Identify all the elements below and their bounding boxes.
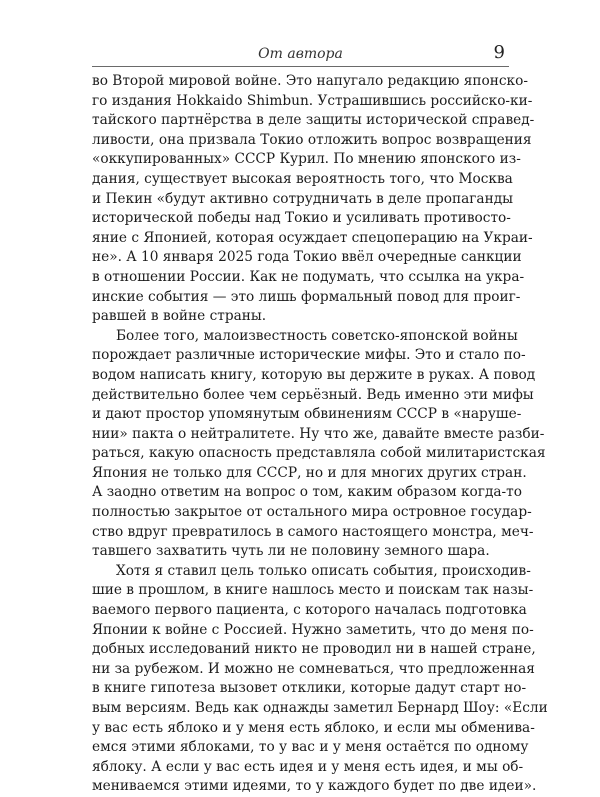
paragraph-start-line: Более того, малоизвестность советско-японской войны: [116, 327, 518, 344]
text-line: в отношении России. Как не подумать, что ссылка на укра-: [92, 268, 525, 285]
text-line: полностью закрытое от остального мира островное государ-: [92, 504, 532, 521]
text-line: емся этими яблоками, то у вас и у меня остаётся по одному: [92, 739, 529, 756]
text-line: ство вдруг превратилось в самого настоящего монстра, меч-: [92, 523, 534, 540]
text-line: яблоку. А если у вас есть идея и у меня есть идея, и мы об-: [92, 758, 524, 775]
text-line: го издания Hokkaido Shimbun. Устрашившись российско-ки-: [92, 92, 533, 109]
text-line: во Второй мировой войне. Это напугало редакцию японско-: [92, 73, 528, 89]
paragraph-start-line: Хотя я ставил цель только описать события, происходив-: [116, 562, 531, 579]
text-line: нии» пакта о нейтралитете. Ну что же, давайте вместе разби-: [92, 425, 545, 442]
text-line: мениваемся этими идеями, то у каждого будет по две идеи».: [92, 778, 537, 795]
text-line: ваемого первого пациента, с которого началась подготовка: [92, 602, 527, 619]
text-line: в книге гипотеза вызовет отклики, которые дадут старт но-: [92, 680, 527, 697]
paragraph-end-line: равшей в войне страны.: [92, 308, 267, 325]
text-line: добных исследований никто не проводил ни в нашей стране,: [92, 641, 536, 658]
text-line: действительно более чем серьёзный. Ведь именно эти мифы: [92, 386, 534, 403]
text-line: дания, существует высокая вероятность того, что Москва: [92, 170, 513, 187]
text-line: вым версиям. Ведь как однажды заметил Бернард Шоу: «Если: [92, 700, 548, 716]
paragraph-end-line: тавшего захватить чуть ли не половину земного шара.: [92, 543, 490, 560]
text-line: А заодно ответим на вопрос о том, каким образом когда-то: [92, 484, 523, 501]
text-line: ни за рубежом. И можно не сомневаться, что предложенная: [92, 660, 535, 677]
text-line: инские события — это лишь формальный повод для проиг-: [92, 288, 521, 305]
text-line: не». А 10 января 2025 года Токио ввёл очередные санкции: [92, 249, 522, 266]
text-line: порождает различные исторические мифы. Это и стало по-: [92, 347, 526, 364]
running-head: [92, 42, 509, 70]
text-line: и дают простор упомянутым обвинениям СССР в «наруше-: [92, 406, 522, 423]
text-line: яние с Японией, которая осуждает спецоперацию на Украи-: [92, 229, 533, 246]
running-title: От автора: [258, 46, 343, 62]
text-line: ливости, она призвала Токио отложить вопрос возвращения: [92, 131, 532, 148]
text-line: и Пекин «будут активно сотрудничать в деле пропаганды: [92, 190, 514, 207]
text-line: Японии к войне с Россией. Нужно заметить, что до меня по-: [92, 621, 534, 638]
text-line: тайского партнёрства в деле защиты исторической справед-: [92, 112, 535, 129]
text-line: у вас есть яблоко и у меня есть яблоко, и если мы обменива-: [92, 719, 535, 736]
text-line: «оккупированных» СССР Курил. По мнению японского из-: [92, 151, 521, 168]
page-number: 9: [493, 42, 505, 63]
text-line: водом написать книгу, которую вы держите в руках. А повод: [92, 366, 536, 383]
body-text: [92, 72, 548, 797]
text-line: шие в прошлом, в книге нашлось место и поискам так назы-: [92, 582, 534, 599]
text-line: Япония не только для СССР, но и для многих других стран.: [92, 464, 527, 481]
header-rule: [92, 66, 509, 67]
text-line: исторической победы над Токио и усиливать противосто-: [92, 210, 511, 227]
text-line: раться, какую опасность представляла собой милитаристская: [92, 445, 546, 462]
